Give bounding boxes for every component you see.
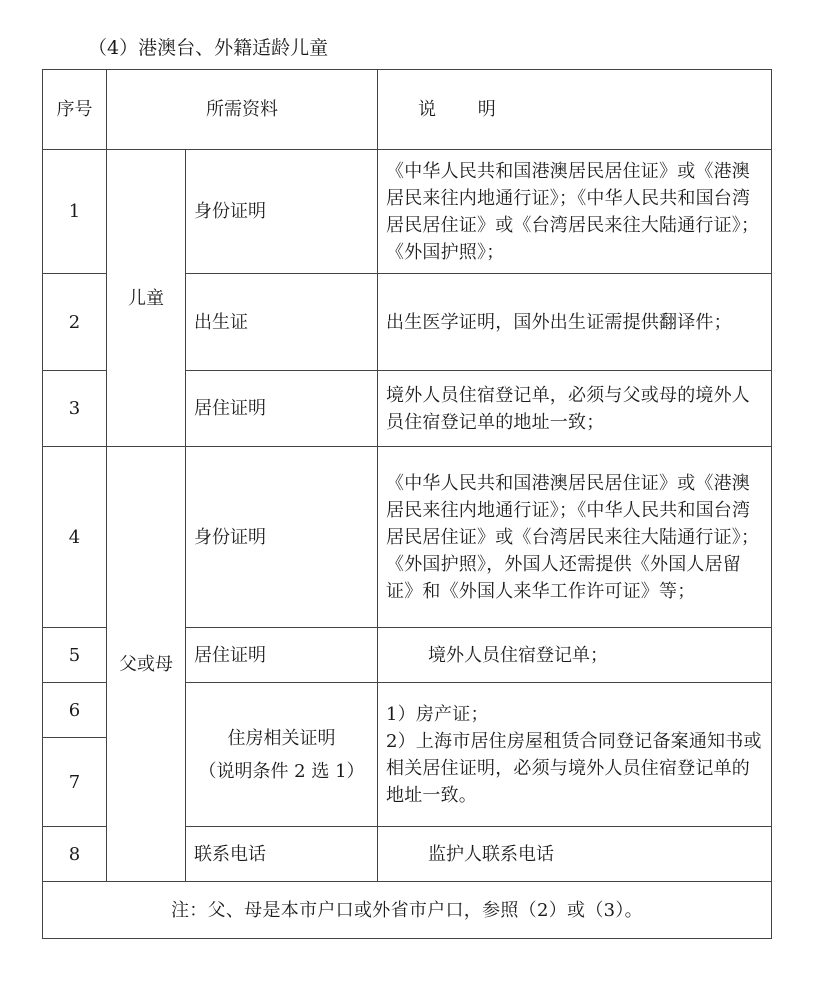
row-item: 出生证 [186,274,378,371]
requirements-table [42,69,772,939]
housing-item-line2: （说明条件 2 选 1） [198,760,365,782]
housing-desc-line2: 2）上海市居住房屋租赁合同登记备案通知书或相关居住证明，必须与境外人员住宿登记单的地址一致。 [386,730,762,806]
header-description: 说 明 [378,70,772,150]
row-number: 2 [43,274,107,371]
row-number: 3 [43,371,107,447]
row-item: 身份证明 [186,447,378,628]
row-item: 居住证明 [186,628,378,683]
row-item: 居住证明 [186,371,378,447]
row-description: 《中华人民共和国港澳居民居住证》或《港澳居民来往内地通行证》；《中华人民共和国台湾居民居住证》或《台湾居民来往大陆通行证》；《外国护照》； [378,150,772,274]
row-number: 5 [43,628,107,683]
row-description: 监护人联系电话 [378,827,772,882]
table-header-row [43,70,772,150]
note-row [43,882,772,939]
housing-item-line1: 住房相关证明 [227,727,336,749]
housing-desc-line1: 1）房产证； [386,703,489,725]
housing-item [186,683,378,827]
row-number: 4 [43,447,107,628]
header-materials: 所需资料 [107,70,378,150]
row-description: 境外人员住宿登记单； [378,628,772,683]
row-description: 境外人员住宿登记单，必须与父或母的境外人员住宿登记单的地址一致； [378,371,772,447]
row-item: 身份证明 [186,150,378,274]
table-row [43,447,772,628]
row-number: 1 [43,150,107,274]
group-label-child: 儿童 [107,150,186,447]
table-row [43,150,772,274]
row-description: 出生医学证明，国外出生证需提供翻译件； [378,274,772,371]
row-number: 7 [43,738,107,827]
row-number: 8 [43,827,107,882]
header-no: 序号 [43,70,107,150]
table-note: 注：父、母是本市户口或外省市户口，参照（2）或（3）。 [43,882,772,939]
section-title: （4）港澳台、外籍适龄儿童 [88,37,329,59]
row-description: 《中华人民共和国港澳居民居住证》或《港澳居民来往内地通行证》；《中华人民共和国台湾居民居住证》或《台湾居民来往大陆通行证》；《外国护照》，外国人还需提供《外国人居留证》和《外国人来华工作许可证》等； [378,447,772,628]
row-number: 6 [43,683,107,738]
row-item: 联系电话 [186,827,378,882]
group-label-parent: 父或母 [107,447,186,882]
housing-description [378,683,772,827]
